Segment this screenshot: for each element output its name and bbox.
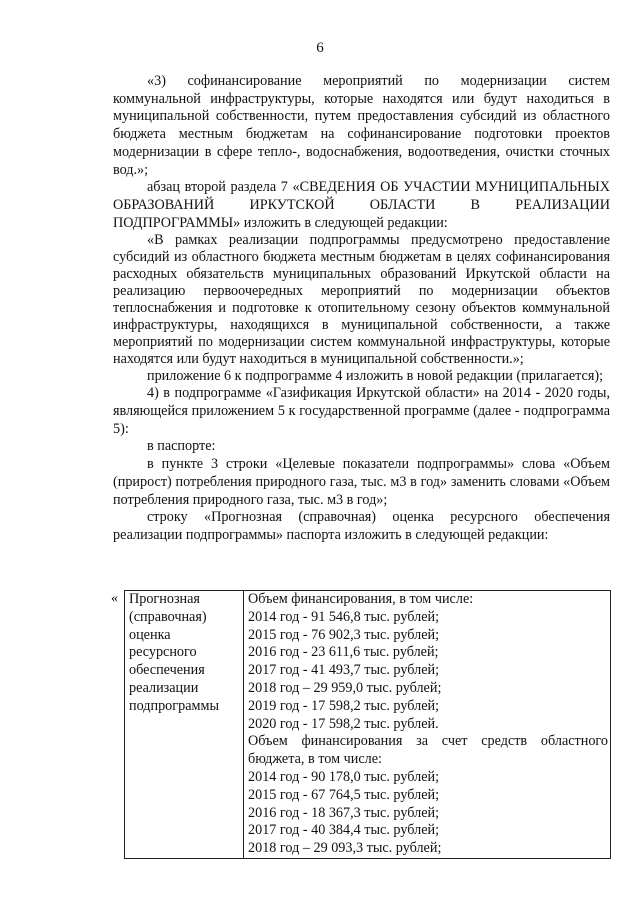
paragraph-in-passport: в паспорте: <box>147 438 216 455</box>
label-line: подпрограммы <box>129 697 219 714</box>
funding-year-line: 2016 год - 23 611,6 тыс. рублей; <box>248 644 439 661</box>
row-label-cell <box>125 591 244 859</box>
label-line: Прогнозная <box>129 591 200 607</box>
total-funding-heading: Объем финансирования, в том числе: <box>248 591 474 607</box>
label-line: обеспечения <box>129 662 205 679</box>
regional-year-line: 2017 год - 40 384,4 тыс. рублей; <box>248 822 440 839</box>
opening-quote: « <box>111 591 118 606</box>
paragraph-appendix6: приложение 6 к подпрограмме 4 изложить в новой редакции (прилагается); <box>147 367 604 384</box>
resource-forecast-table <box>124 590 611 859</box>
funding-year-line: 2017 год - 41 493,7 тыс. рублей; <box>248 662 440 679</box>
paragraph-item3-cofinancing: «3) софинансирование мероприятий по модернизации систем коммунальной инфраструктуры, которые находятся или будут находиться в муниципальной собственности, путем предоставления субсидий из областного бюджета местным бюджетам на софинансирование подготовки проектов модернизации в сфере тепло-, водоснабжения, водоотведения, очистки сточных вод.»; <box>113 73 610 178</box>
regional-year-line: 2018 год – 29 093,3 тыс. рублей; <box>248 840 442 857</box>
funding-year-line: 2015 год - 76 902,3 тыс. рублей; <box>248 626 440 643</box>
paragraph-section7-amendment: абзац второй раздела 7 «СВЕДЕНИЯ ОБ УЧАСТИИ МУНИЦИПАЛЬНЫХ ОБРАЗОВАНИЙ ИРКУТСКОЙ ОБЛАСТИ В РЕАЛИЗАЦИИ ПОДПРОГРАММЫ» изложить в следующей редакции: <box>113 179 610 231</box>
table-row <box>125 591 611 859</box>
funding-year-line: 2019 год - 17 598,2 тыс. рублей; <box>248 697 440 714</box>
regional-year-line: 2014 год - 90 178,0 тыс. рублей; <box>248 768 440 785</box>
funding-year-line: 2020 год - 17 598,2 тыс. рублей. <box>248 715 439 732</box>
label-line: ресурсного <box>129 644 197 661</box>
regional-year-line: 2015 год - 67 764,5 тыс. рублей; <box>248 786 440 803</box>
funding-cell <box>244 591 611 859</box>
paragraph-subsidies-quote: «В рамках реализации подпрограммы предусмотрено предоставление субсидий из областного бюджета местным бюджетам в целях софинансирования расходных обязательств муниципальных образований Иркутской области на реализацию первоочередных мероприятий по модернизации объектов теплоснабжения и подготовке к отопительному сезону объектов коммунальной инфраструктуры, находящихся в муниципальной собственности, а также мероприятий по модернизации систем коммунальной инфраструктуры, которые находятся или будут находиться в муниципальной собственности.»; <box>113 232 610 367</box>
paragraph-subprogram5: 4) в подпрограмме «Газификация Иркутской области» на 2014 - 2020 годы, являющейся приложением 5 к государственной программе (далее - подпрограмма 5): <box>113 385 610 437</box>
funding-year-line: 2018 год – 29 959,0 тыс. рублей; <box>248 679 442 696</box>
label-line: реализации <box>129 679 199 696</box>
paragraph-target-indicators: в пункте 3 строки «Целевые показатели подпрограммы» слова «Объем (прирост) потребления природного газа, тыс. м3 в год» заменить словами «Объем потребления природного газа, тыс. м3 в год»; <box>113 456 610 508</box>
paragraph-forecast-row: строку «Прогнозная (справочная) оценка ресурсного обеспечения реализации подпрограммы» паспорта изложить в следующей редакции: <box>113 509 610 543</box>
regional-year-line: 2016 год - 18 367,3 тыс. рублей; <box>248 804 440 821</box>
label-line: оценка <box>129 626 171 643</box>
regional-funding-heading: Объем финансирования за счет средств областного бюджета, в том числе: <box>248 733 608 768</box>
document-body <box>113 73 610 545</box>
label-line: (справочная) <box>129 608 207 625</box>
funding-year-line: 2014 год - 91 546,8 тыс. рублей; <box>248 608 440 625</box>
page-number: 6 <box>316 40 324 56</box>
